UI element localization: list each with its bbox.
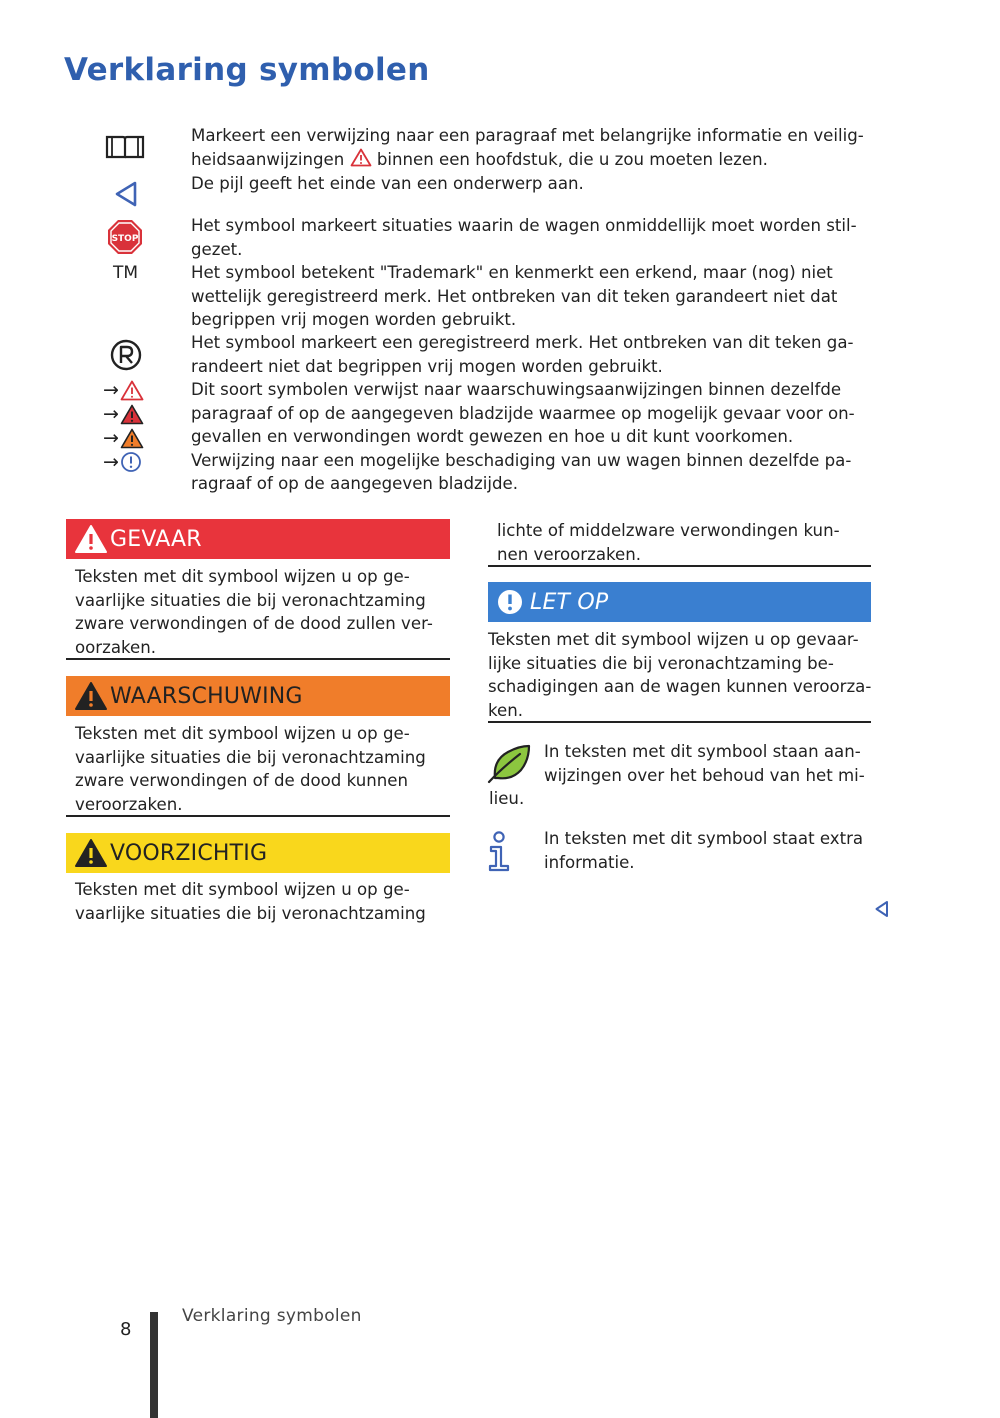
warn-ref-line-1: Dit soort symbolen verwijst naar waarschuwingsaanwijzingen binnen dezelfde (191, 380, 842, 399)
end-triangle-icon (113, 180, 139, 208)
gevaar-line-4: oorzaken. (75, 637, 157, 657)
gevaar-title: GEVAAR (110, 526, 202, 552)
footer-title: Verklaring symbolen (182, 1306, 362, 1326)
waarschuwing-header (66, 676, 450, 716)
notice-circle-icon (120, 451, 142, 473)
environment-line-1: In teksten met dit symbool staan aan- (544, 742, 861, 761)
waarschuwing-body (75, 722, 455, 816)
info-icon (486, 830, 514, 872)
voorzichtig-body (75, 878, 455, 925)
ref-notice (103, 451, 142, 473)
notice-ref-line-2: ragraaf of op de aangegeven bladzijde. (191, 474, 518, 493)
book-text-line-1: Markeert een verwijzing naar een paragraaf met belangrijke informatie en veilig- (191, 126, 864, 145)
warning-icon (74, 838, 108, 868)
ref-warning-red (103, 403, 144, 425)
voorzichtig-cont-line-1: lichte of middelzware verwondingen kun- (497, 521, 840, 540)
let-op-line-1: Teksten met dit symbool wijzen u op gevaar- (488, 630, 859, 649)
ref-warning-orange (103, 427, 144, 449)
reg-text-line-2: randeert niet dat begrippen vrij mogen worden gebruikt. (191, 356, 663, 376)
trademark-label: TM (113, 263, 139, 283)
warning-icon (74, 524, 108, 554)
tm-text-line-3: begrippen vrij mogen worden gebruikt. (191, 310, 517, 329)
tm-text-line-1: Het symbool betekent "Trademark" en kenmerkt een erkend, maar (nog) niet (191, 263, 833, 282)
arrow-icon: → (103, 403, 119, 425)
reg-text-line-1: Het symbool markeert een geregistreerd merk. Het ontbreken van dit teken ga- (191, 333, 854, 352)
gevaar-body (75, 565, 455, 659)
waarschuwing-divider (66, 815, 450, 817)
voorzichtig-header (66, 833, 450, 873)
arrow-icon: → (103, 427, 119, 449)
info-line-2: informatie. (544, 852, 635, 872)
waarschuwing-title: WAARSCHUWING (110, 683, 303, 709)
book-description (191, 124, 871, 171)
book-text-line-2 (191, 148, 871, 172)
let-op-body (488, 628, 871, 722)
voorzichtig-title: VOORZICHTIG (110, 840, 268, 866)
gevaar-divider (66, 658, 450, 660)
environment-text (544, 740, 865, 787)
registered-description (191, 331, 871, 378)
gevaar-header (66, 519, 450, 559)
waarschuwing-line-4: veroorzaken. (75, 794, 183, 814)
end-text-line-1: De pijl geeft het einde van een onderwerp aan. (191, 174, 584, 193)
warning-orange-icon (120, 428, 144, 449)
notice-ref-line-1: Verwijzing naar een mogelijke beschadiging van uw wagen binnen dezelfde pa- (191, 450, 852, 470)
let-op-line-4: ken. (488, 700, 524, 720)
waarschuwing-line-2: vaarlijke situaties die bij veronachtzaming (75, 747, 426, 767)
trademark-description (191, 261, 871, 332)
warning-outline-icon (120, 380, 144, 401)
warning-outline-icon (350, 148, 372, 167)
end-triangle-icon (874, 900, 890, 918)
voorzichtig-continued (497, 519, 840, 566)
let-op-header (488, 582, 871, 622)
stop-text-line-2: gezet. (191, 239, 243, 259)
arrow-icon: → (103, 451, 119, 473)
stop-text-line-1: Het symbool markeert situaties waarin de wagen onmiddellijk moet worden stil- (191, 216, 857, 235)
ref-warning-outline (103, 379, 144, 401)
gevaar-line-1: Teksten met dit symbool wijzen u op ge- (75, 567, 410, 586)
environment-line-3: lieu. (489, 789, 525, 808)
let-op-line-3: schadigingen aan de wagen kunnen veroorza- (488, 677, 872, 696)
book-text-line-2a: heidsaanwijzingen (191, 149, 345, 169)
warning-reference-description (191, 378, 871, 496)
tm-text-line-2: wettelijk geregistreerd merk. Het ontbreken van dit teken garandeert niet dat (191, 286, 838, 306)
info-text (544, 827, 863, 874)
page-title: Verklaring symbolen (64, 52, 430, 88)
end-description (191, 172, 871, 196)
voorzichtig-line-1: Teksten met dit symbool wijzen u op ge- (75, 880, 410, 899)
leaf-icon (486, 742, 534, 784)
stop-description (191, 214, 871, 261)
book-text-line-2b: binnen een hoofdstuk, die u zou moeten lezen. (376, 149, 768, 169)
waarschuwing-line-1: Teksten met dit symbool wijzen u op ge- (75, 724, 410, 743)
footer-bar (150, 1312, 158, 1418)
registered-icon (110, 339, 142, 371)
gevaar-line-3: zware verwondingen of de dood zullen ver- (75, 614, 433, 633)
info-line-1: In teksten met dit symbool staat extra (544, 829, 864, 848)
voorzichtig-cont-line-2: nen veroorzaken. (497, 544, 642, 564)
warning-red-icon (120, 404, 144, 425)
page-number: 8 (120, 1319, 132, 1340)
notice-circle-icon (496, 588, 524, 616)
book-icon (104, 134, 146, 160)
voorzichtig-line-2: vaarlijke situaties die bij veronachtzaming (75, 903, 426, 923)
warning-icon (74, 681, 108, 711)
let-op-title: LET OP (530, 589, 609, 615)
let-op-divider (488, 721, 871, 723)
voorzichtig-divider (488, 565, 871, 567)
stop-sign-icon (107, 219, 143, 255)
waarschuwing-line-3: zware verwondingen of de dood kunnen (75, 771, 408, 790)
arrow-icon: → (103, 379, 119, 401)
warn-ref-line-3: gevallen en verwondingen wordt gewezen en hoe u dit kunt voorkomen. (191, 427, 794, 446)
let-op-line-2: lijke situaties die bij veronachtzaming be- (488, 653, 834, 673)
gevaar-line-2: vaarlijke situaties die bij veronachtzaming (75, 590, 426, 610)
stop-sign-text: STOP (111, 234, 139, 244)
warn-ref-line-2: paragraaf of op de aangegeven bladzijde waarmee op mogelijk gevaar voor on- (191, 403, 855, 423)
environment-line-2: wijzingen over het behoud van het mi- (544, 765, 865, 785)
